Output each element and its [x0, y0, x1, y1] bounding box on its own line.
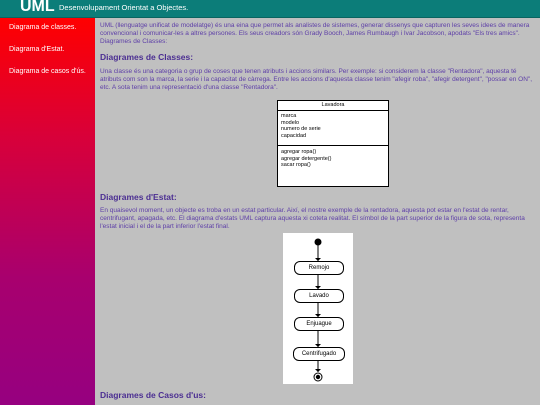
class-attribute: marca — [281, 113, 297, 119]
section-text-classes: Una classe és una categoria o grup de coses que tenen atributs i accions similars. Per exemple: si considerem la classe "Rentadora", aquesta té atributs com son la marca, la serie i la capacitat de càrrega. Entre les accions d'aquesta classe tenim "afegir roba", "afegir detergent", "possar en ON", etc. A sota tenim una representació d'una classe "Rentadora". — [100, 68, 533, 91]
class-name: Lavadora — [278, 101, 388, 111]
main-content — [100, 22, 536, 92]
site-subtitle: Desenvolupament Orientat a Objectes. — [59, 3, 189, 12]
sidebar-item-state-diagram[interactable]: Diagrama d'Estat. — [9, 46, 65, 53]
class-attribute: modelo — [281, 119, 300, 126]
state-diagram — [283, 233, 353, 384]
section-title-classes: Diagrames de Classes: — [100, 52, 194, 62]
class-attribute: numero de serie — [281, 126, 321, 132]
header-bar — [0, 0, 540, 18]
initial-state-icon — [315, 239, 322, 246]
section-text-state: En quaisevol moment, un objecte es troba en un estat particular. Així, el nostre exemple de la rentadora, aquesta pot estar en l'estat de rentar, centrifugant, apagada, etc. El diagrama d'estats UML captura aquesta xi coteta realitat. El símbol de la part superior de la figura de sota, representa l'estat inicial i el de la part inferior l'estat final. — [100, 207, 525, 230]
section-title-state: Diagrames d'Estat: — [100, 192, 177, 202]
state-diagram-connectors — [283, 233, 353, 384]
state-remojo: Remojo — [294, 261, 344, 275]
class-diagram — [277, 100, 389, 187]
sidebar-item-use-case-diagram[interactable]: Diagrama de casos d'ús. — [9, 68, 86, 75]
section-title-use-cases: Diagrames de Casos d'us: — [100, 390, 206, 400]
class-method: agregar detergente() — [281, 155, 332, 162]
state-lavado: Lavado — [294, 289, 344, 303]
sidebar-item-class-diagram[interactable]: Diagrama de classes. — [9, 24, 77, 31]
sidebar — [0, 18, 95, 405]
state-enjuague: Enjuague — [294, 317, 344, 331]
class-attribute: capacidad — [281, 132, 307, 139]
logo: UML — [20, 0, 55, 15]
class-methods — [278, 146, 388, 172]
class-method: sacar ropa() — [281, 162, 311, 168]
class-attributes — [278, 111, 388, 146]
state-centrifugado: Centrifugado — [293, 347, 345, 361]
intro-paragraph: UML (llenguatge unificat de modelatge) és una eina que permet als analistes de sistemes, generar dissenys que capturen les seves idees de manera convencional i comunicar-les a altres persones. Els seus creadors són Grady Booch, James Rumbaugh i Ivar Jacobson, apodats "Els tres amics". Diagrames de Classes: — [100, 22, 530, 45]
class-method: agregar ropa() — [281, 149, 317, 155]
